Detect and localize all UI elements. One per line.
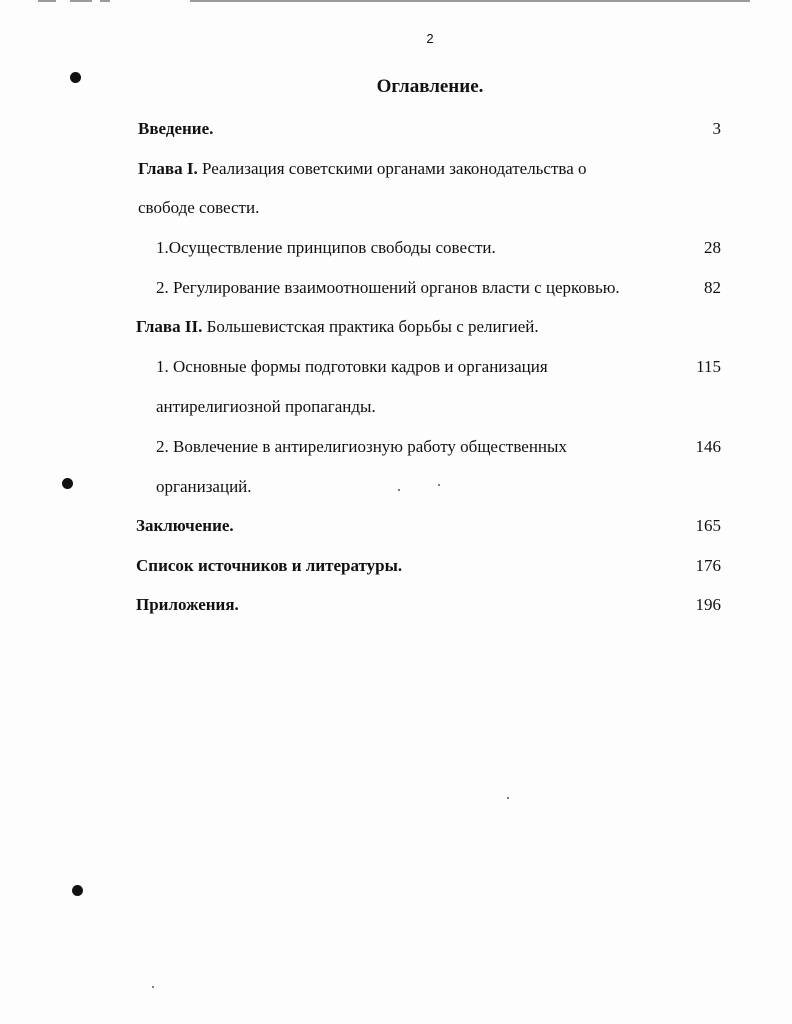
toc-page-appendices: 196 — [695, 595, 721, 614]
toc-page-2-2: 146 — [695, 437, 721, 456]
toc-chapter-2 — [136, 317, 539, 337]
toc-entry-conclusion — [136, 516, 234, 536]
punch-hole-mark — [62, 478, 73, 489]
toc-page-1-1: 28 — [704, 238, 721, 257]
toc-page-sources: 176 — [695, 556, 721, 575]
toc-section-1-2: 2. Регулирование взаимоотношений органов власти с церковью. — [156, 278, 620, 297]
scan-speck — [152, 986, 154, 988]
toc-entry-label: Приложения. — [136, 595, 239, 614]
toc-section-2-2-continued: организаций. — [156, 477, 252, 496]
toc-entry-intro — [138, 119, 213, 139]
toc-section-2-1: 1. Основные формы подготовки кадров и организация — [156, 357, 548, 376]
toc-entry-label: Введение. — [138, 119, 214, 138]
scan-artifact — [100, 0, 110, 2]
toc-entry-label: Заключение. — [136, 516, 234, 535]
page-number: 2 — [426, 31, 434, 46]
chapter-prefix: Глава I. — [138, 159, 198, 178]
scan-speck — [398, 489, 400, 491]
scan-artifact — [38, 0, 56, 2]
scan-speck — [507, 797, 509, 799]
toc-page-1-2: 82 — [704, 278, 721, 297]
toc-chapter-1 — [138, 159, 587, 179]
chapter-title: Большевистская практика борьбы с религией. — [202, 317, 539, 336]
toc-section-1-1: 1.Осуществление принципов свободы совести. — [156, 238, 496, 257]
punch-hole-mark — [72, 885, 83, 896]
scan-artifact — [70, 0, 92, 2]
toc-entry-sources — [136, 556, 402, 576]
toc-page-2-1: 115 — [696, 357, 721, 376]
toc-chapter-1-continued: свободе совести. — [138, 198, 260, 217]
scan-artifact — [190, 0, 750, 2]
toc-entry-appendices — [136, 595, 239, 615]
chapter-title: Реализация советскими органами законодательства о — [197, 159, 587, 178]
toc-page-intro: 3 — [712, 119, 721, 138]
toc-section-2-1-continued: антирелигиозной пропаганды. — [156, 397, 376, 416]
chapter-prefix: Глава II. — [136, 317, 203, 336]
toc-section-2-2: 2. Вовлечение в антирелигиозную работу общественных — [156, 437, 567, 456]
toc-page-conclusion: 165 — [695, 516, 721, 535]
scan-speck — [438, 484, 440, 486]
toc-title: Оглавление. — [376, 76, 484, 97]
toc-entry-label: Список источников и литературы. — [136, 556, 403, 575]
